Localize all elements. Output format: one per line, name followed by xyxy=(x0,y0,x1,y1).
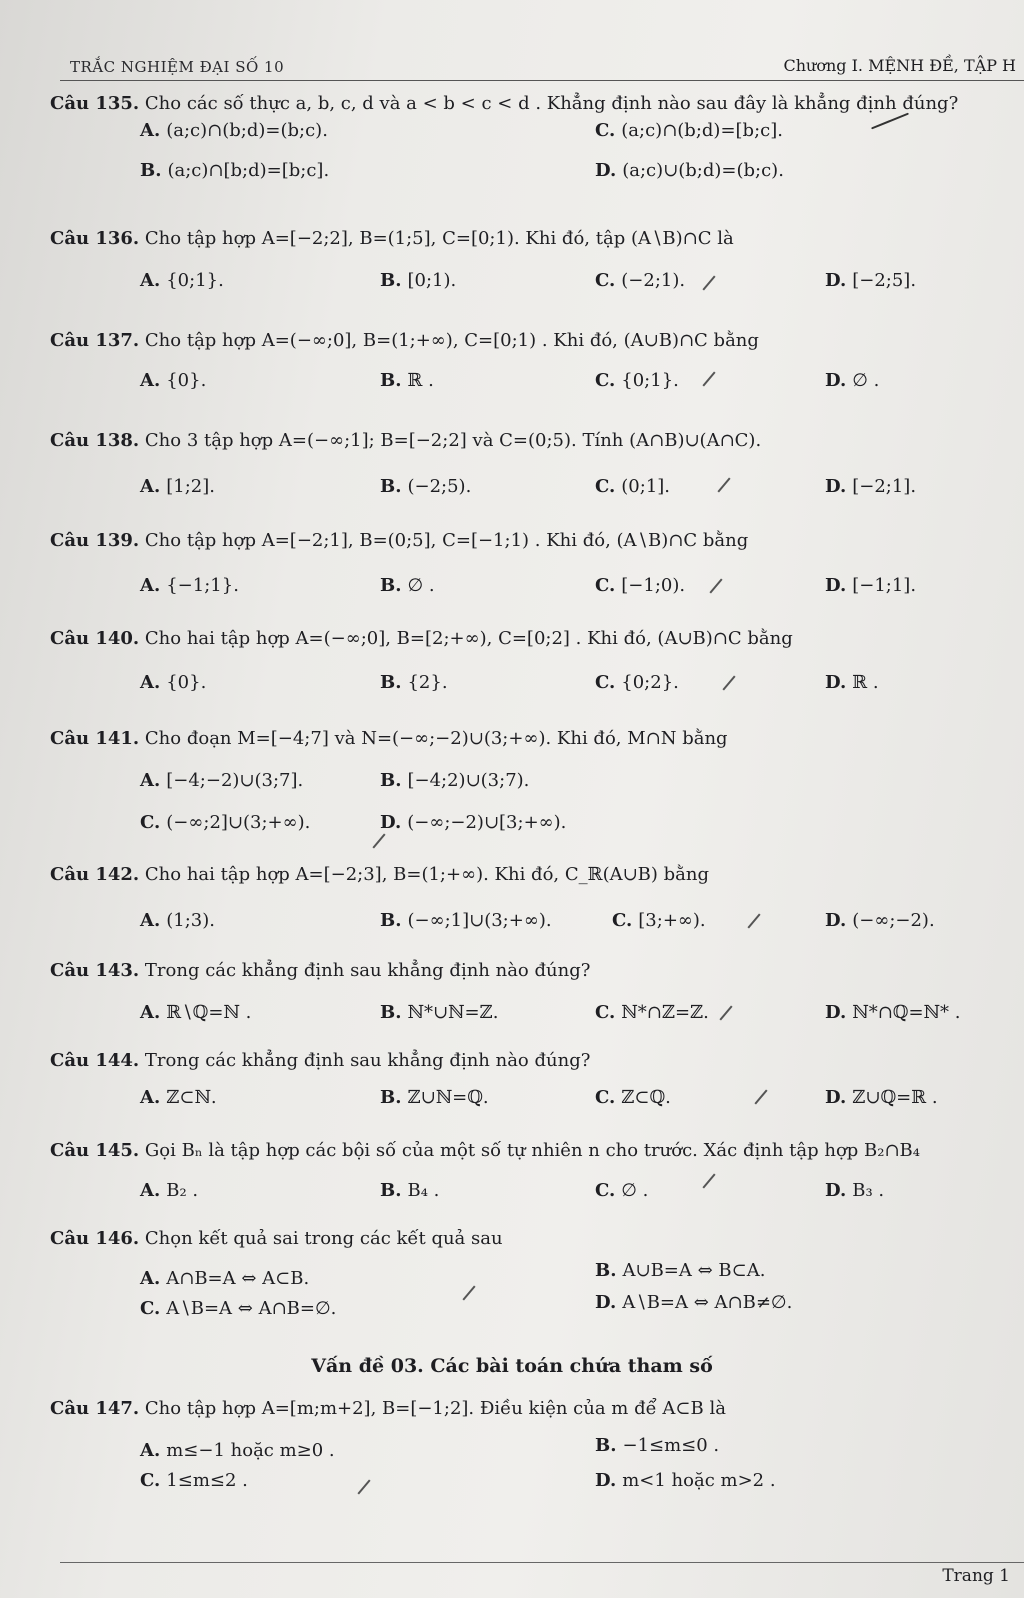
answer-option[interactable] xyxy=(612,910,706,931)
answer-option[interactable] xyxy=(825,476,916,497)
question-text: Cho đoạn M=[−4;7] và N=(−∞;−2)∪(3;+∞). Khi đó, M∩N bằng xyxy=(139,728,728,749)
question-stem xyxy=(50,228,734,249)
option-letter: C. xyxy=(595,370,616,391)
question-number: Câu 139. xyxy=(50,530,140,551)
option-letter: B. xyxy=(380,476,402,497)
answer-option[interactable] xyxy=(380,812,566,833)
option-text: B₃ . xyxy=(852,1180,885,1201)
question-text: Cho tập hợp A=[m;m+2], B=[−1;2]. Điều kiện của m để A⊂B là xyxy=(139,1398,726,1419)
option-letter: A. xyxy=(140,672,161,693)
option-text: (−2;5). xyxy=(407,476,472,497)
answer-option[interactable] xyxy=(380,476,471,497)
tick-mark xyxy=(717,477,730,492)
answer-option[interactable] xyxy=(140,270,224,291)
question-text: Chọn kết quả sai trong các kết quả sau xyxy=(139,1228,503,1249)
question-number: Câu 138. xyxy=(50,430,140,451)
option-letter: C. xyxy=(140,812,161,833)
option-text: ℤ⊂ℚ. xyxy=(621,1087,671,1108)
answer-option[interactable] xyxy=(380,770,529,791)
option-letter: D. xyxy=(825,910,847,931)
option-letter: D. xyxy=(595,160,617,181)
answer-option[interactable] xyxy=(595,370,679,391)
option-letter: B. xyxy=(595,1260,617,1281)
option-letter: B. xyxy=(380,1180,402,1201)
option-text: (0;1]. xyxy=(621,476,671,497)
option-letter: D. xyxy=(595,1470,617,1491)
option-text: A∩B=A ⇔ A⊂B. xyxy=(166,1268,310,1289)
option-letter: D. xyxy=(825,1002,847,1023)
question-stem xyxy=(50,430,761,451)
option-letter: B. xyxy=(380,575,402,596)
answer-option[interactable] xyxy=(595,575,685,596)
answer-option[interactable] xyxy=(140,1180,198,1201)
answer-option[interactable] xyxy=(825,575,916,596)
option-letter: B. xyxy=(380,910,402,931)
option-text: (a;c)∩(b;d)=[b;c]. xyxy=(621,120,783,141)
answer-option[interactable] xyxy=(595,1292,792,1313)
tick-mark xyxy=(722,675,735,690)
answer-option[interactable] xyxy=(140,1440,335,1461)
option-text: {0;1}. xyxy=(166,270,224,291)
option-letter: D. xyxy=(595,1292,617,1313)
option-text: {−1;1}. xyxy=(166,575,239,596)
answer-option[interactable] xyxy=(380,1087,489,1108)
answer-option[interactable] xyxy=(825,1180,884,1201)
option-text: A∪B=A ⇔ B⊂A. xyxy=(622,1260,766,1281)
answer-option[interactable] xyxy=(825,1087,938,1108)
question-stem xyxy=(50,530,748,551)
tick-mark xyxy=(747,913,760,928)
question-stem xyxy=(50,728,728,749)
answer-option[interactable] xyxy=(825,1002,960,1023)
option-text: (−∞;1]∪(3;+∞). xyxy=(407,910,552,931)
option-text: (−∞;2]∪(3;+∞). xyxy=(166,812,311,833)
option-text: [−4;−2)∪(3;7]. xyxy=(166,770,304,791)
pen-mark xyxy=(871,113,909,130)
option-letter: A. xyxy=(140,120,161,141)
question-number: Câu 135. xyxy=(50,93,140,114)
question-stem xyxy=(50,330,759,351)
question-stem xyxy=(50,864,709,885)
option-text: [3;+∞). xyxy=(638,910,706,931)
option-text: (a;c)∩(b;d)=(b;c). xyxy=(166,120,328,141)
option-text: m<1 hoặc m>2 . xyxy=(622,1470,776,1491)
option-letter: A. xyxy=(140,910,161,931)
option-letter: A. xyxy=(140,476,161,497)
question-text: Cho tập hợp A=[−2;2], B=(1;5], C=[0;1). Khi đó, tập (A∖B)∩C là xyxy=(139,228,734,249)
option-text: B₄ . xyxy=(407,1180,440,1201)
answer-option[interactable] xyxy=(140,120,328,141)
option-letter: A. xyxy=(140,370,161,391)
option-letter: B. xyxy=(380,370,402,391)
option-text: [−4;2)∪(3;7). xyxy=(407,770,530,791)
question-number: Câu 137. xyxy=(50,330,140,351)
option-text: {0;1}. xyxy=(621,370,679,391)
option-text: (−∞;−2). xyxy=(852,910,935,931)
answer-option[interactable] xyxy=(825,672,879,693)
answer-option[interactable] xyxy=(825,270,916,291)
option-text: ℤ⊂ℕ. xyxy=(166,1087,217,1108)
option-text: ℕ*∩ℤ=ℤ. xyxy=(621,1002,709,1023)
answer-option[interactable] xyxy=(595,476,670,497)
question-number: Câu 146. xyxy=(50,1228,140,1249)
option-letter: A. xyxy=(140,1440,161,1461)
option-letter: B. xyxy=(595,1435,617,1456)
question-stem xyxy=(50,960,590,981)
option-text: [0;1). xyxy=(407,270,457,291)
option-text: ℕ*∪ℕ=ℤ. xyxy=(407,1002,499,1023)
option-letter: C. xyxy=(140,1298,161,1319)
header-right: Chương I. MỆNH ĐỀ, TẬP H xyxy=(783,56,1016,75)
option-text: B₂ . xyxy=(166,1180,199,1201)
page-number: Trang 1 xyxy=(942,1566,1010,1586)
answer-option[interactable] xyxy=(140,672,206,693)
option-letter: D. xyxy=(825,370,847,391)
answer-option[interactable] xyxy=(140,1002,251,1023)
option-letter: D. xyxy=(825,575,847,596)
option-text: ℕ*∩ℚ=ℕ* . xyxy=(852,1002,961,1023)
question-number: Câu 142. xyxy=(50,864,140,885)
option-letter: D. xyxy=(380,812,402,833)
question-number: Câu 136. xyxy=(50,228,140,249)
tick-mark xyxy=(719,1005,732,1020)
option-text: ∅ . xyxy=(407,575,435,596)
option-letter: B. xyxy=(140,160,162,181)
option-text: {0;2}. xyxy=(621,672,679,693)
question-number: Câu 141. xyxy=(50,728,140,749)
option-text: ℤ∪ℚ=ℝ . xyxy=(852,1087,938,1108)
option-text: ℝ . xyxy=(852,672,879,693)
answer-option[interactable] xyxy=(140,476,215,497)
answer-option[interactable] xyxy=(825,370,879,391)
option-text: ∅ . xyxy=(621,1180,649,1201)
option-text: {0}. xyxy=(166,370,207,391)
tick-mark xyxy=(702,371,715,386)
option-letter: B. xyxy=(380,1002,402,1023)
tick-mark xyxy=(754,1089,767,1104)
option-letter: B. xyxy=(380,672,402,693)
option-letter: D. xyxy=(825,476,847,497)
question-number: Câu 147. xyxy=(50,1398,140,1419)
answer-option[interactable] xyxy=(140,1268,309,1289)
option-letter: A. xyxy=(140,575,161,596)
option-text: −1≤m≤0 . xyxy=(622,1435,720,1456)
header-left: TRẮC NGHIỆM ĐẠI SỐ 10 xyxy=(70,58,285,76)
tick-mark xyxy=(702,275,715,290)
option-text: (1;3). xyxy=(166,910,215,931)
option-letter: A. xyxy=(140,1180,161,1201)
option-letter: C. xyxy=(612,910,633,931)
option-text: (a;c)∪(b;d)=(b;c). xyxy=(622,160,784,181)
option-text: [1;2]. xyxy=(166,476,215,497)
option-letter: B. xyxy=(380,1087,402,1108)
question-number: Câu 140. xyxy=(50,628,140,649)
option-text: 1≤m≤2 . xyxy=(166,1470,248,1491)
answer-option[interactable] xyxy=(380,370,434,391)
question-text: Trong các khẳng định sau khẳng định nào đúng? xyxy=(139,960,591,981)
option-text: [−1;0). xyxy=(621,575,686,596)
answer-option[interactable] xyxy=(140,370,206,391)
question-text: Cho hai tập hợp A=(−∞;0], B=[2;+∞), C=[0;2] . Khi đó, (A∪B)∩C bằng xyxy=(139,628,793,649)
option-text: ℝ∖ℚ=ℕ . xyxy=(166,1002,252,1023)
question-stem xyxy=(50,1140,920,1161)
option-text: A∖B=A ⇔ A∩B=∅. xyxy=(166,1298,337,1319)
tick-mark xyxy=(372,833,385,848)
tick-mark xyxy=(462,1285,475,1300)
answer-option[interactable] xyxy=(140,575,239,596)
option-text: (a;c)∩[b;d)=[b;c]. xyxy=(167,160,330,181)
option-text: {0}. xyxy=(166,672,207,693)
option-letter: D. xyxy=(825,1087,847,1108)
question-text: Trong các khẳng định sau khẳng định nào đúng? xyxy=(139,1050,591,1071)
section-title: Vấn đề 03. Các bài toán chứa tham số xyxy=(311,1355,713,1377)
question-text: Cho hai tập hợp A=[−2;3], B=(1;+∞). Khi đó, C_ℝ(A∪B) bằng xyxy=(139,864,710,885)
option-letter: C. xyxy=(140,1470,161,1491)
option-letter: B. xyxy=(380,270,402,291)
answer-option[interactable] xyxy=(595,1002,709,1023)
answer-option[interactable] xyxy=(140,910,215,931)
answer-option[interactable] xyxy=(595,672,679,693)
option-text: (−2;1). xyxy=(621,270,686,291)
question-stem xyxy=(50,628,793,649)
answer-option[interactable] xyxy=(380,270,456,291)
option-letter: C. xyxy=(595,1002,616,1023)
option-letter: C. xyxy=(595,575,616,596)
option-letter: C. xyxy=(595,270,616,291)
option-text: ℤ∪ℕ=ℚ. xyxy=(407,1087,489,1108)
option-text: [−1;1]. xyxy=(852,575,917,596)
option-letter: C. xyxy=(595,476,616,497)
option-text: ℝ . xyxy=(407,370,434,391)
question-text: Cho tập hợp A=[−2;1], B=(0;5], C=[−1;1) . Khi đó, (A∖B)∩C bằng xyxy=(139,530,749,551)
option-letter: D. xyxy=(825,1180,847,1201)
option-text: {2}. xyxy=(407,672,448,693)
option-letter: C. xyxy=(595,120,616,141)
option-letter: A. xyxy=(140,1268,161,1289)
option-letter: B. xyxy=(380,770,402,791)
question-stem xyxy=(50,1398,726,1419)
answer-option[interactable] xyxy=(140,1470,248,1491)
option-text: [−2;5]. xyxy=(852,270,917,291)
answer-option[interactable] xyxy=(595,120,783,141)
question-number: Câu 144. xyxy=(50,1050,140,1071)
answer-option[interactable] xyxy=(140,812,310,833)
option-letter: D. xyxy=(825,270,847,291)
answer-option[interactable] xyxy=(140,160,329,181)
answer-option[interactable] xyxy=(140,1298,336,1319)
question-stem xyxy=(50,1228,503,1249)
question-number: Câu 143. xyxy=(50,960,140,981)
option-letter: C. xyxy=(595,1180,616,1201)
footer-rule xyxy=(60,1562,1024,1563)
answer-option[interactable] xyxy=(140,770,303,791)
question-text: Cho các số thực a, b, c, d và a < b < c < d . Khẳng định nào sau đây là khẳng định đúng? xyxy=(139,93,959,114)
tick-mark xyxy=(709,578,722,593)
question-text: Gọi Bₙ là tập hợp các bội số của một số tự nhiên n cho trước. Xác định tập hợp B₂∩B₄ xyxy=(139,1140,920,1161)
option-letter: D. xyxy=(825,672,847,693)
answer-option[interactable] xyxy=(595,160,784,181)
answer-option[interactable] xyxy=(595,1180,648,1201)
answer-option[interactable] xyxy=(595,1260,765,1281)
option-letter: C. xyxy=(595,1087,616,1108)
header-rule xyxy=(60,80,1024,81)
option-text: A∖B=A ⇔ A∩B≠∅. xyxy=(622,1292,793,1313)
answer-option[interactable] xyxy=(825,910,935,931)
option-text: [−2;1]. xyxy=(852,476,917,497)
tick-mark xyxy=(357,1479,370,1494)
question-text: Cho 3 tập hợp A=(−∞;1]; B=[−2;2] và C=(0;5). Tính (A∩B)∪(A∩C). xyxy=(139,430,762,451)
question-text: Cho tập hợp A=(−∞;0], B=(1;+∞), C=[0;1) . Khi đó, (A∪B)∩C bằng xyxy=(139,330,759,351)
answer-option[interactable] xyxy=(595,270,685,291)
option-text: ∅ . xyxy=(852,370,880,391)
question-stem xyxy=(50,1050,590,1071)
option-letter: C. xyxy=(595,672,616,693)
answer-option[interactable] xyxy=(595,1435,719,1456)
option-letter: A. xyxy=(140,1087,161,1108)
answer-option[interactable] xyxy=(595,1087,671,1108)
option-text: (−∞;−2)∪[3;+∞). xyxy=(407,812,567,833)
option-letter: A. xyxy=(140,1002,161,1023)
answer-option[interactable] xyxy=(380,1180,439,1201)
answer-option[interactable] xyxy=(595,1470,776,1491)
option-text: m≤−1 hoặc m≥0 . xyxy=(166,1440,335,1461)
answer-option[interactable] xyxy=(140,1087,217,1108)
answer-option[interactable] xyxy=(380,575,435,596)
question-stem xyxy=(50,93,958,114)
tick-mark xyxy=(702,1173,715,1188)
option-letter: A. xyxy=(140,270,161,291)
answer-option[interactable] xyxy=(380,672,448,693)
option-letter: A. xyxy=(140,770,161,791)
answer-option[interactable] xyxy=(380,1002,498,1023)
answer-option[interactable] xyxy=(380,910,552,931)
question-number: Câu 145. xyxy=(50,1140,140,1161)
